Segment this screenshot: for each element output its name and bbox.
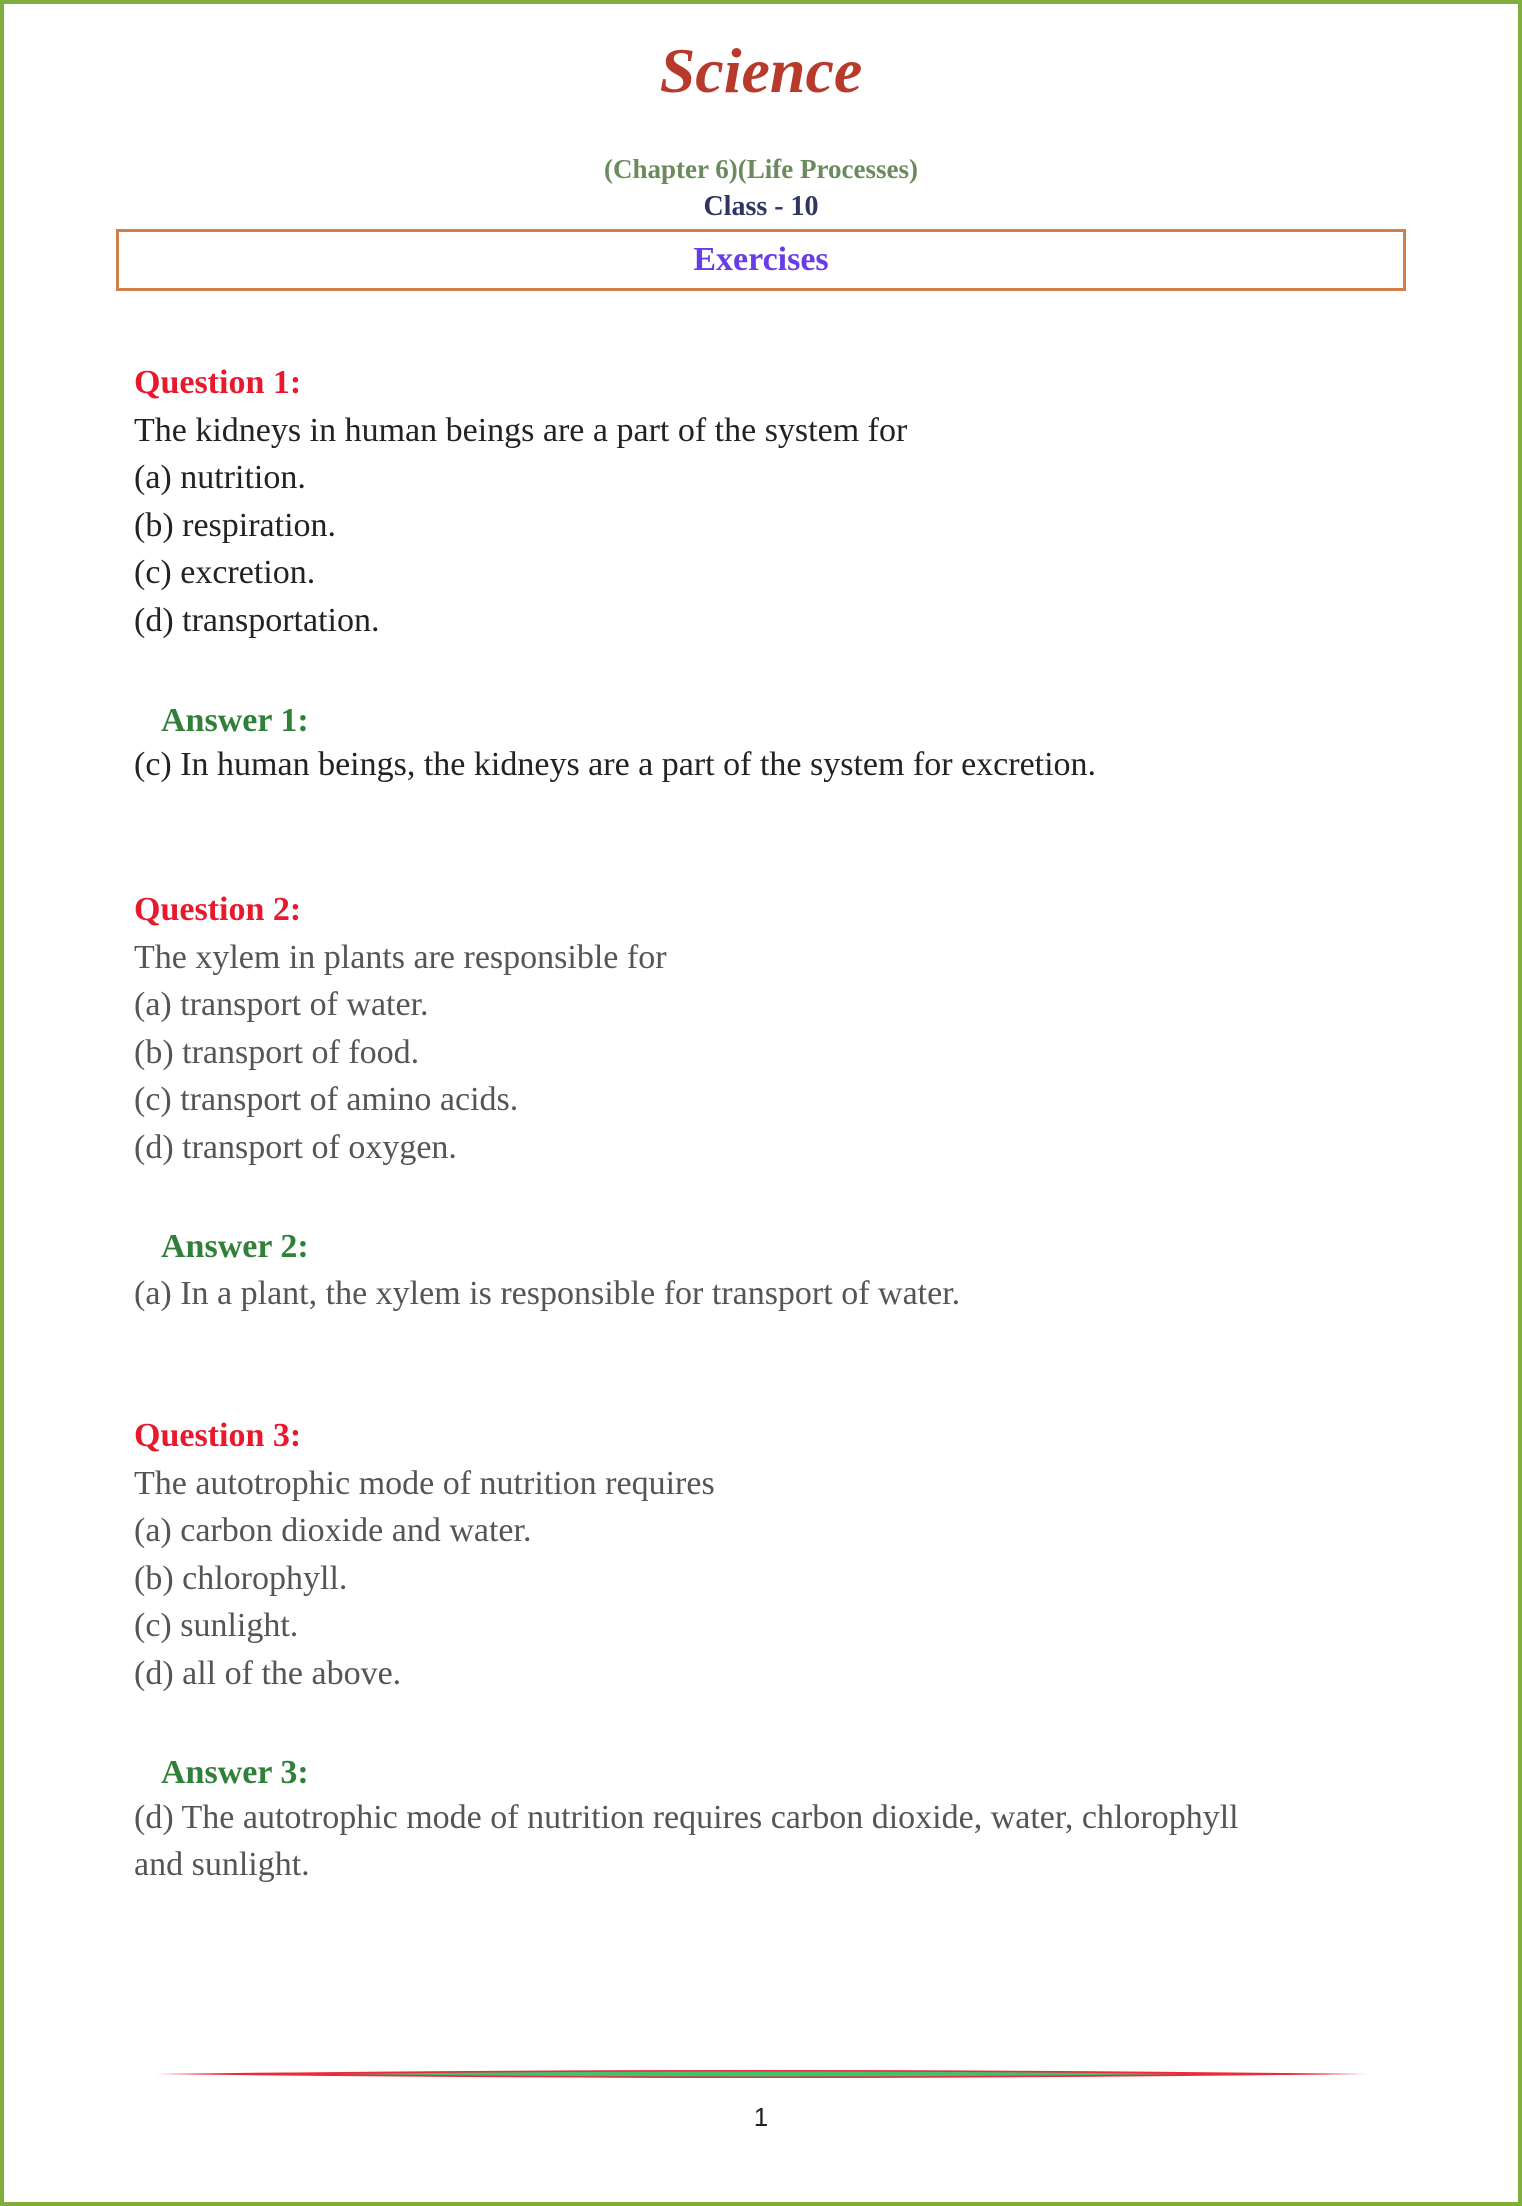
answer-3 (134, 1749, 1414, 1889)
option: (a) carbon dioxide and water. (134, 1512, 532, 1549)
option: (a) transport of water. (134, 986, 429, 1023)
question-text: The kidneys in human beings are a part of the system for (134, 411, 908, 449)
page-title: Science (659, 35, 863, 106)
chapter-subtitle: (Chapter 6)(Life Processes) (604, 154, 918, 184)
question-3 (134, 1412, 1414, 1697)
answer-text: (c) In human beings, the kidneys are a part of the system for excretion. (134, 745, 1097, 783)
option: (d) transport of oxygen. (134, 1128, 457, 1166)
option: (b) chlorophyll. (134, 1559, 348, 1597)
question-text: The xylem in plants are responsible for (134, 938, 667, 976)
option: (b) transport of food. (134, 1033, 420, 1071)
question-label: Question 2: (134, 891, 302, 928)
answer-text: (a) In a plant, the xylem is responsible for transport of water. (134, 1274, 961, 1312)
exercises-heading: Exercises (116, 229, 1406, 291)
question-1 (134, 359, 1414, 644)
answer-label: Answer 3: (161, 1754, 309, 1791)
footer-divider (156, 2068, 1366, 2080)
question-2 (134, 886, 1414, 1171)
question-label: Question 1: (134, 364, 302, 401)
option: (b) respiration. (134, 506, 337, 544)
option: (c) sunlight. (134, 1607, 299, 1644)
answer-label: Answer 2: (161, 1228, 309, 1265)
answer-2 (134, 1223, 1414, 1317)
class-label: Class - 10 (703, 191, 819, 222)
option: (c) excretion. (134, 554, 316, 591)
question-text: The autotrophic mode of nutrition requires (134, 1464, 715, 1502)
answer-label: Answer 1: (161, 702, 309, 739)
option: (d) all of the above. (134, 1654, 402, 1692)
answer-text: (d) The autotrophic mode of nutrition requires carbon dioxide, water, chlorophyll (134, 1798, 1239, 1836)
option: (d) transportation. (134, 601, 380, 639)
answer-1 (134, 697, 1414, 788)
answer-text: and sunlight. (134, 1846, 310, 1883)
page-number: 1 (753, 2102, 769, 2132)
question-label: Question 3: (134, 1417, 302, 1454)
option: (a) nutrition. (134, 459, 306, 496)
option: (c) transport of amino acids. (134, 1081, 519, 1118)
